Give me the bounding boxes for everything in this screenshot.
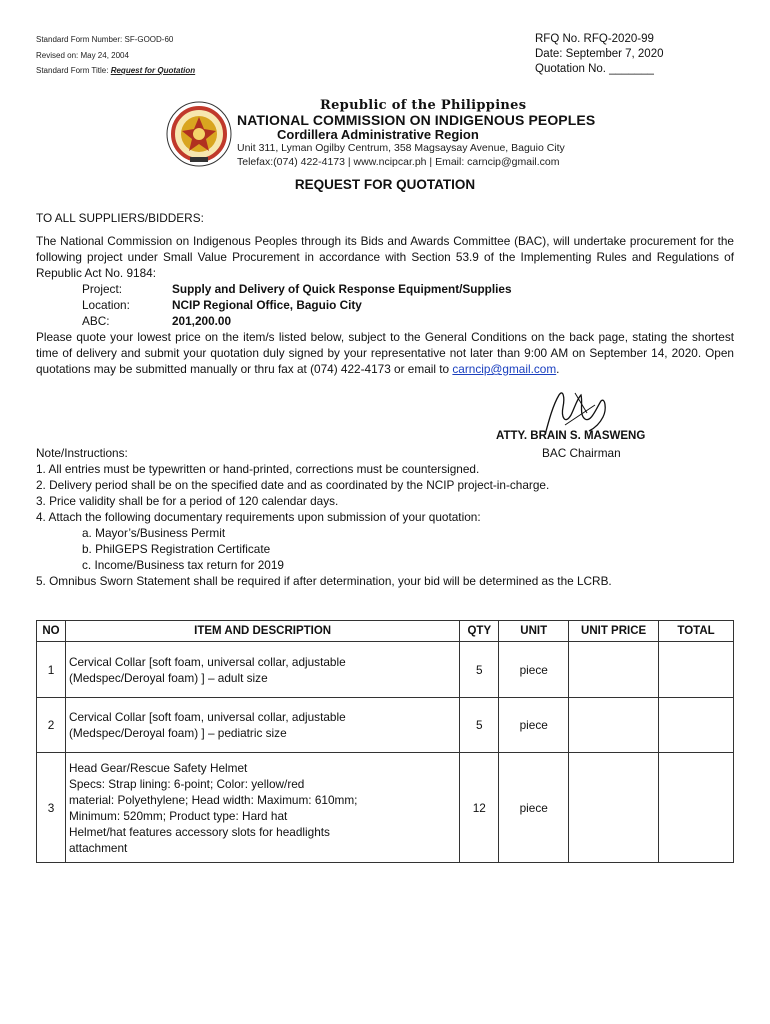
form-number: Standard Form Number: SF-GOOD-60 [36,35,174,44]
header-total: TOTAL [659,621,734,642]
row-description [65,642,459,698]
row-unit: piece [499,642,569,698]
location-value: NCIP Regional Office, Baguio City [172,298,362,312]
letterhead-address: Unit 311, Lyman Ogilby Centrum, 358 Magsaysay Avenue, Baguio City [237,142,565,154]
project-label: Project: [82,282,122,296]
row-description-line: Cervical Collar [soft foam, universal collar, adjustable [68,654,346,669]
table-header-row [37,621,734,642]
instructions-text: Please quote your lowest price on the item/s listed below, subject to the General Conditions on the back page, stating the shortest time of delivery and submit your quotation duly signed by your representative not later than 9:00 AM on September 14, 2020. Open quotations may be submitted manually or thru fax at (074) 422-4173 or email to [36,330,734,376]
row-description [65,698,459,753]
row-qty: 5 [460,642,499,698]
letterhead-republic: Republic of the Philippines [320,98,527,113]
row-description-line: Helmet/hat features accessory slots for headlights [68,824,330,839]
page-title: REQUEST FOR QUOTATION [294,177,476,192]
rfq-date: Date: September 7, 2020 [535,48,664,60]
row-description-line: Specs: Strap lining: 6-point; Color: yellow/red [68,776,305,791]
form-title-value: Request for Quotation [110,66,196,75]
table-row [37,642,734,698]
row-qty: 5 [460,698,499,753]
letterhead-region: Cordillera Administrative Region [277,127,479,142]
row-total[interactable] [659,698,734,753]
form-title-label: Standard Form Title: [36,66,111,75]
abc-label: ABC: [82,314,110,328]
row-qty: 12 [460,753,499,863]
note-item: 4. Attach the following documentary requirements upon submission of your quotation: [36,510,481,524]
instructions-end: . [556,362,560,376]
note-sub-item: a. Mayor’s/Business Permit [82,526,226,540]
header-unit-price: UNIT PRICE [569,621,659,642]
row-description-line: material: Polyethylene; Head width: Maximum: 610mm; [68,792,358,807]
note-sub-item: c. Income/Business tax return for 2019 [82,558,284,572]
table-row [37,698,734,753]
row-no: 2 [37,698,66,753]
row-unit-price[interactable] [569,642,659,698]
row-description-line: Cervical Collar [soft foam, universal collar, adjustable [68,710,346,724]
revised-date: Revised on: May 24, 2004 [36,51,129,60]
header-qty: QTY [460,621,499,642]
table-row [37,753,734,863]
row-unit: piece [499,698,569,753]
row-description-line: attachment [68,840,128,855]
note-item: 3. Price validity shall be for a period of 120 calendar days. [36,494,339,508]
note-item: 2. Delivery period shall be on the specified date and as coordinated by the NCIP project-in-charge. [36,478,550,492]
rfq-number: RFQ No. RFQ-2020-99 [535,33,654,45]
items-table [36,620,734,863]
intro-paragraph: The National Commission on Indigenous Peoples through its Bids and Awards Committee (BAC), will undertake procurement for the following project under Small Value Procurement in accordance with Section 53.9 of the Implementing Rules and Regulations of Republic Act No. 9184: [36,234,734,280]
row-no: 3 [37,753,66,863]
header-unit: UNIT [499,621,569,642]
ncip-seal-icon [166,101,232,167]
project-value: Supply and Delivery of Quick Response Equipment/Supplies [172,282,512,296]
signatory-position: BAC Chairman [542,446,621,460]
row-description-line: (Medspec/Deroyal foam) ] – pediatric size [68,726,287,740]
email-link[interactable]: carncip@gmail.com [452,362,557,376]
row-total[interactable] [659,642,734,698]
row-description-line: Minimum: 520mm; Product type: Hard hat [68,808,288,823]
letterhead-agency: NATIONAL COMMISSION ON INDIGENOUS PEOPLES [237,112,596,128]
location-label: Location: [82,298,130,312]
row-total[interactable] [659,753,734,863]
row-unit: piece [499,753,569,863]
row-unit-price[interactable] [569,753,659,863]
signatory-name: ATTY. BRAIN S. MASWENG [496,430,646,442]
quotation-instructions [36,329,734,377]
note-item: 1. All entries must be typewritten or hand-printed, corrections must be countersigned. [36,462,480,476]
row-description-line: Head Gear/Rescue Safety Helmet [68,760,248,775]
row-description [65,753,459,863]
note-item: 5. Omnibus Sworn Statement shall be required if after determination, your bid will be determined as the LCRB. [36,574,612,588]
row-no: 1 [37,642,66,698]
header-item-description: ITEM AND DESCRIPTION [65,621,459,642]
notes-heading: Note/Instructions: [36,446,128,460]
row-description-line: (Medspec/Deroyal foam) ] – adult size [68,670,268,685]
form-title [36,66,195,75]
abc-value: 201,200.00 [172,314,232,328]
note-sub-item: b. PhilGEPS Registration Certificate [82,542,271,556]
row-unit-price[interactable] [569,698,659,753]
letterhead-contact: Telefax:(074) 422-4173 | www.ncipcar.ph | Email: carncip@gmail.com [237,156,560,168]
salutation: TO ALL SUPPLIERS/BIDDERS: [36,211,204,225]
header-no: NO [37,621,66,642]
quotation-number: Quotation No. _______ [535,63,654,75]
